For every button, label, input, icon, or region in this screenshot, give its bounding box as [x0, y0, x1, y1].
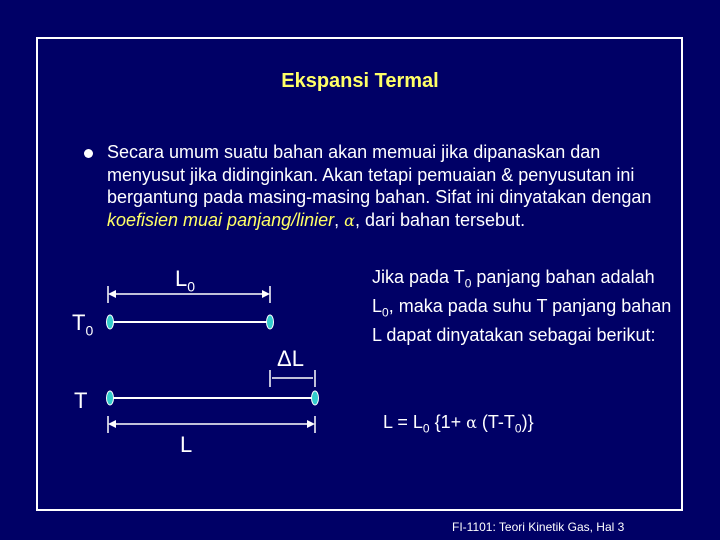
- keyword-text: koefisien muai panjang/linier: [107, 209, 335, 230]
- intro-text: Secara umum suatu bahan akan memuai jika dipanaskan dan menyusut jika didinginkan. Akan tetapi pemuaian & penyusutan ini bergantung pada masing-masing bahan. Sifat ini dinyatakan dengan: [107, 142, 652, 207]
- l-arrow-right: [307, 420, 315, 428]
- explanation-text: Jika pada $T_0$ panjang bahan adalah $L_0$, maka pada suhu T panjang bahan L dapat dinyatakan sebagai berikut:: [372, 267, 672, 346]
- rod-t-right-end: [312, 391, 319, 405]
- l0-arrow-right: [262, 290, 270, 298]
- t-label: T: [74, 388, 88, 413]
- expansion-formula: $L = L_0$ {1+ α $(T-T_0)$}: [383, 412, 534, 436]
- l0-arrow-left: [108, 290, 116, 298]
- rod-t0-right-end: [267, 315, 274, 329]
- alpha-symbol: α: [344, 210, 355, 230]
- outro-text: , dari bahan tersebut.: [354, 209, 526, 230]
- rod-t0-left-end: [107, 315, 114, 329]
- slide-footer: FI-1101: Teori Kinetik Gas, Hal 3: [452, 520, 625, 534]
- comma-text: ,: [334, 209, 345, 230]
- rod-t-left-end: [107, 391, 114, 405]
- l0-label: $L_0$: [175, 266, 196, 295]
- delta-l-label: ΔL: [277, 346, 304, 371]
- formula-alpha-symbol: α: [466, 413, 477, 432]
- slide-title: Ekspansi Termal: [281, 70, 439, 92]
- t0-label: $T_0$: [72, 310, 94, 339]
- l-arrow-left: [108, 420, 116, 428]
- l-label: L: [180, 432, 193, 457]
